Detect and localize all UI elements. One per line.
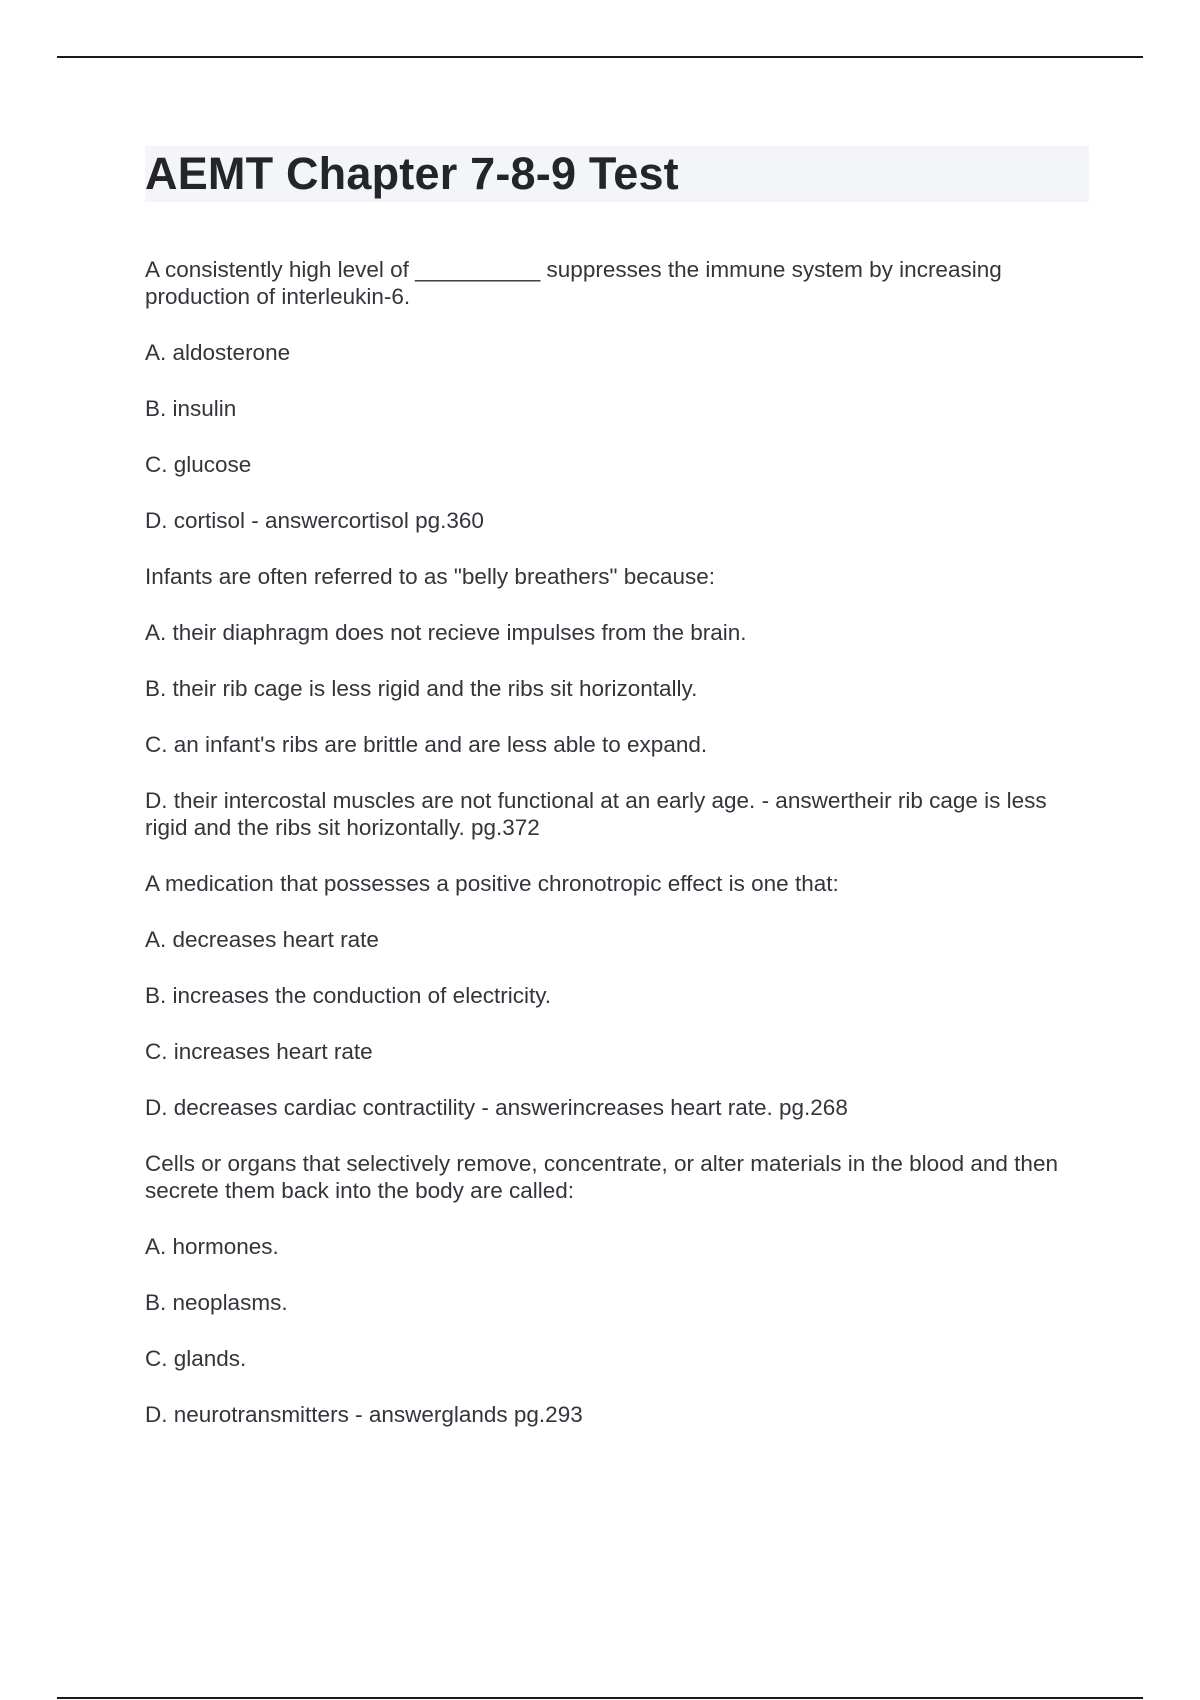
top-divider xyxy=(57,56,1143,58)
question-list xyxy=(145,256,1085,1457)
question-block-1 xyxy=(145,256,1085,534)
bottom-divider xyxy=(57,1697,1143,1699)
answer-option: C. glucose xyxy=(145,452,252,477)
question-prompt: A consistently high level of __________ suppresses the immune system by increasing production of interleukin-6. xyxy=(145,257,1002,309)
question-prompt: A medication that possesses a positive chronotropic effect is one that: xyxy=(145,871,839,896)
answer-option: A. decreases heart rate xyxy=(145,927,379,952)
answer-option: C. glands. xyxy=(145,1346,247,1371)
question-block-3 xyxy=(145,870,1085,1121)
answer-option: A. their diaphragm does not recieve impulses from the brain. xyxy=(145,620,747,645)
answer-option: D. their intercostal muscles are not functional at an early age. - answertheir rib cage is less rigid and the ribs sit horizontally. pg.372 xyxy=(145,788,1047,840)
answer-option: C. increases heart rate xyxy=(145,1039,373,1064)
answer-option: A. aldosterone xyxy=(145,340,291,365)
answer-option: C. an infant's ribs are brittle and are less able to expand. xyxy=(145,732,708,757)
answer-option: A. hormones. xyxy=(145,1234,279,1259)
answer-option: B. increases the conduction of electricity. xyxy=(145,983,552,1008)
answer-option: B. insulin xyxy=(145,396,237,421)
answer-option: B. neoplasms. xyxy=(145,1290,288,1315)
document-title: AEMT Chapter 7-8-9 Test xyxy=(145,148,679,199)
question-block-2 xyxy=(145,563,1085,841)
answer-option: D. decreases cardiac contractility - answerincreases heart rate. pg.268 xyxy=(145,1095,848,1120)
question-prompt: Infants are often referred to as "belly breathers" because: xyxy=(145,564,716,589)
question-block-4 xyxy=(145,1150,1085,1428)
answer-option: D. neurotransmitters - answerglands pg.293 xyxy=(145,1402,583,1427)
answer-option: B. their rib cage is less rigid and the ribs sit horizontally. xyxy=(145,676,698,701)
question-prompt: Cells or organs that selectively remove, concentrate, or alter materials in the blood and then secrete them back into the body are called: xyxy=(145,1151,1058,1203)
answer-option: D. cortisol - answercortisol pg.360 xyxy=(145,508,484,533)
